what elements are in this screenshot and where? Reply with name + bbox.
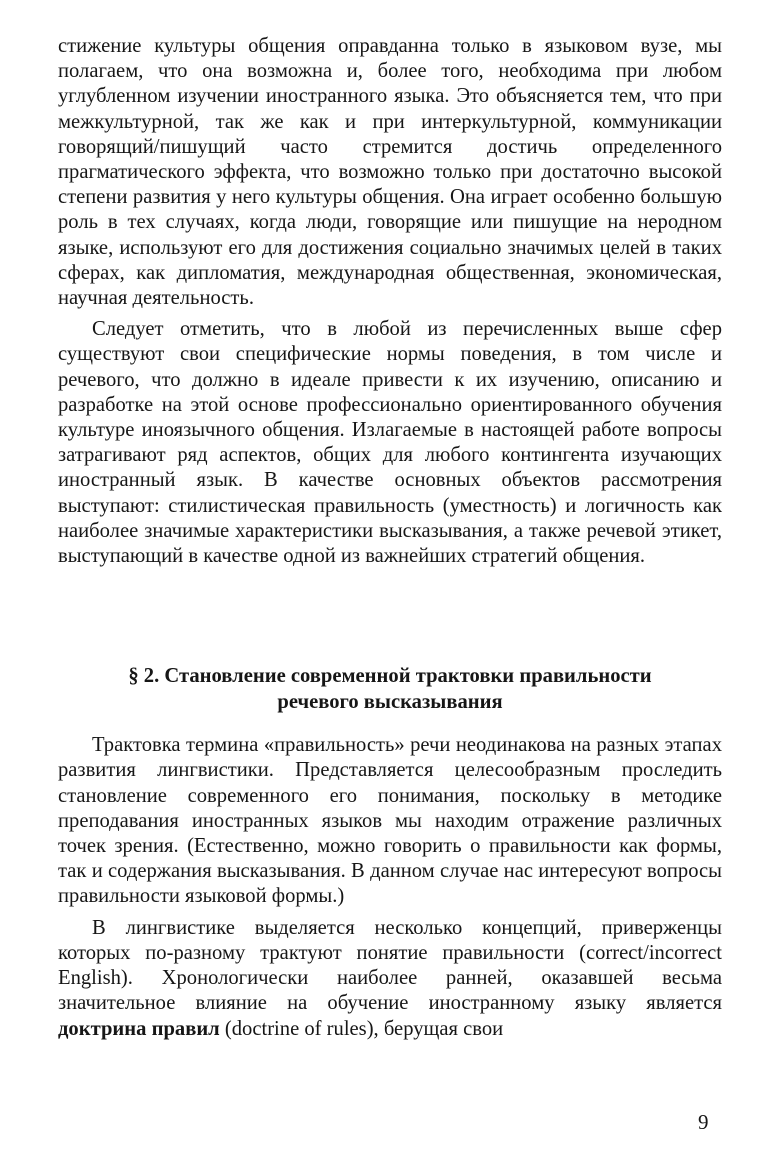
page-body	[58, 34, 722, 1042]
section-heading	[58, 663, 722, 715]
page-number: 9	[698, 1110, 709, 1134]
paragraph-1: стижение культуры общения оправданна только в языковом вузе, мы полагаем, что она возможна и, более того, необходима при любом углубленном изучении иностранного языка. Это объясняется тем, что при межкультурной, так же как и при интеркультурной, коммуникации говорящий/пишущий часто стремится достичь определенного прагматического эффекта, что возможно только при достаточно высокой степени развития у него культуры общения. Она играет особенно большую роль в тех случаях, когда люди, говорящие или пишущие на неродном языке, используют его для достижения социально значимых целей в таких сферах, как дипломатия, международная общественная, экономическая, научная деятельность.	[58, 35, 722, 310]
paragraph-4-text-end: (doctrine of rules), берущая свои	[219, 1017, 504, 1040]
section-heading-line-2: речевого высказывания	[277, 691, 503, 714]
paragraph-3: Трактовка термина «правильность» речи неодинакова на разных этапах развития лингвистики. Представляется целесообразным проследить становление современного его понимания, поскольку в методике преподавания иностранных языков мы находим отражение различных точек зрения. (Естественно, можно говорить о правильности как формы, так и содержания высказывания. В данном случае нас интересуют вопросы правильности языковой формы.)	[58, 734, 722, 908]
paragraph-4-term: доктрина правил	[58, 1017, 220, 1040]
paragraph-4	[58, 916, 722, 1042]
paragraph-4-text-start: В лингвистике выделяется несколько концепций, приверженцы которых по-разному трактуют понятие правильности (correct/incorrect English). Хронологически наиболее ранней, оказавшей весьма значительное влияние на обучение иностранному языку является	[58, 916, 722, 1015]
paragraph-2: Следует отметить, что в любой из перечисленных выше сфер существуют свои специфические нормы поведения, в том числе и речевого, что должно в идеале привести к их изучению, описанию и разработке на этой основе профессионально ориентированного обучения культуре иноязычного общения. Излагаемые в настоящей работе вопросы затрагивают ряд аспектов, общих для любого контингента изучающих иностранный язык. В качестве основных объектов рассмотрения выступают: стилистическая правильность (уместность) и логичность как наиболее значимые характеристики высказывания, а также речевой этикет, выступающий в качестве одной из важнейших стратегий общения.	[58, 318, 722, 568]
section-heading-line-1: § 2. Становление современной трактовки правильности	[128, 665, 652, 688]
